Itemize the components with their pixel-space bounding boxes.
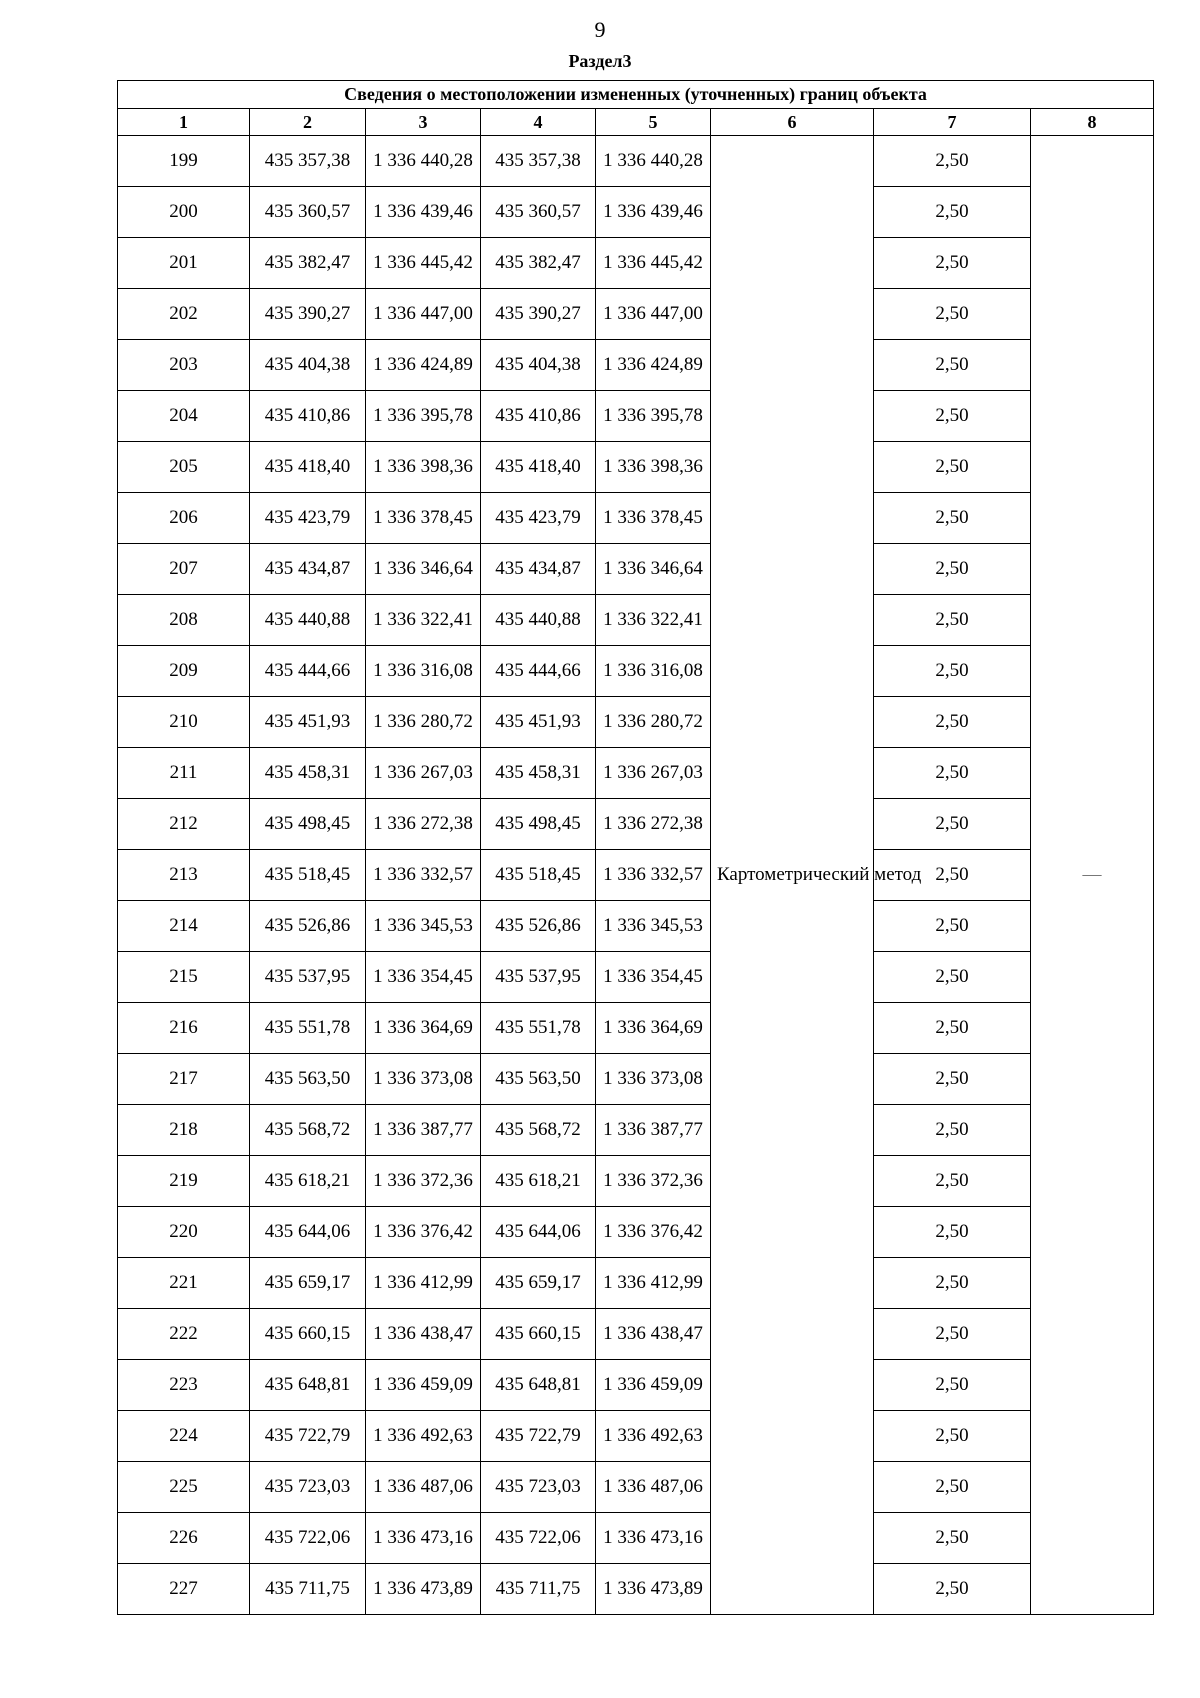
coord-y-existing-cell: 1 336 492,63 xyxy=(366,1411,481,1462)
coord-y-refined-cell: 1 336 438,47 xyxy=(596,1309,711,1360)
point-number-cell: 220 xyxy=(118,1207,250,1258)
point-number-cell: 219 xyxy=(118,1156,250,1207)
coord-y-existing-cell: 1 336 332,57 xyxy=(366,850,481,901)
coord-x-refined-cell: 435 382,47 xyxy=(481,238,596,289)
coord-x-refined-cell: 435 537,95 xyxy=(481,952,596,1003)
coord-y-refined-cell: 1 336 387,77 xyxy=(596,1105,711,1156)
method-cell xyxy=(711,136,922,1615)
coord-x-refined-cell: 435 644,06 xyxy=(481,1207,596,1258)
point-number-cell: 209 xyxy=(118,646,250,697)
coord-y-refined-cell: 1 336 459,09 xyxy=(596,1360,711,1411)
table-row xyxy=(118,697,1154,748)
point-number-cell: 210 xyxy=(118,697,250,748)
coord-y-refined-cell: 1 336 280,72 xyxy=(596,697,711,748)
table-row xyxy=(118,595,1154,646)
coordinates-table xyxy=(117,80,1154,1615)
method-text: Картометрический метод xyxy=(717,864,922,885)
coord-x-refined-cell: 435 444,66 xyxy=(481,646,596,697)
table-row xyxy=(118,238,1154,289)
coord-x-refined-cell: 435 434,87 xyxy=(481,544,596,595)
table-row xyxy=(118,952,1154,1003)
coord-y-refined-cell: 1 336 316,08 xyxy=(596,646,711,697)
coord-x-existing-cell: 435 722,79 xyxy=(250,1411,366,1462)
coord-x-refined-cell: 435 360,57 xyxy=(481,187,596,238)
table-row xyxy=(118,391,1154,442)
point-number-cell: 214 xyxy=(118,901,250,952)
point-number-cell: 215 xyxy=(118,952,250,1003)
coord-x-refined-cell: 435 618,21 xyxy=(481,1156,596,1207)
table-row xyxy=(118,1360,1154,1411)
table-row xyxy=(118,1054,1154,1105)
coord-y-existing-cell: 1 336 272,38 xyxy=(366,799,481,850)
coord-x-refined-cell: 435 440,88 xyxy=(481,595,596,646)
coord-x-existing-cell: 435 360,57 xyxy=(250,187,366,238)
coord-x-existing-cell: 435 423,79 xyxy=(250,493,366,544)
coord-x-refined-cell: 435 451,93 xyxy=(481,697,596,748)
coord-x-refined-cell: 435 568,72 xyxy=(481,1105,596,1156)
point-number-cell: 208 xyxy=(118,595,250,646)
table-row xyxy=(118,901,1154,952)
coord-y-existing-cell: 1 336 322,41 xyxy=(366,595,481,646)
table-row xyxy=(118,442,1154,493)
coord-x-existing-cell: 435 410,86 xyxy=(250,391,366,442)
accuracy-cell: 2,50 xyxy=(874,1564,1031,1615)
point-number-cell: 213 xyxy=(118,850,250,901)
coord-y-existing-cell: 1 336 267,03 xyxy=(366,748,481,799)
coord-y-existing-cell: 1 336 487,06 xyxy=(366,1462,481,1513)
coord-x-existing-cell: 435 458,31 xyxy=(250,748,366,799)
coord-x-refined-cell: 435 357,38 xyxy=(481,136,596,187)
table-row xyxy=(118,1462,1154,1513)
coord-y-refined-cell: 1 336 473,16 xyxy=(596,1513,711,1564)
point-number-cell: 225 xyxy=(118,1462,250,1513)
accuracy-cell: 2,50 xyxy=(874,595,1031,646)
point-number-cell: 227 xyxy=(118,1564,250,1615)
column-number-3: 3 xyxy=(366,109,481,136)
point-number-cell: 223 xyxy=(118,1360,250,1411)
accuracy-cell: 2,50 xyxy=(874,493,1031,544)
coord-x-existing-cell: 435 498,45 xyxy=(250,799,366,850)
coord-y-existing-cell: 1 336 316,08 xyxy=(366,646,481,697)
coord-y-refined-cell: 1 336 398,36 xyxy=(596,442,711,493)
column-number-7: 7 xyxy=(874,109,1031,136)
coord-x-refined-cell: 435 404,38 xyxy=(481,340,596,391)
coord-x-refined-cell: 435 423,79 xyxy=(481,493,596,544)
coord-x-existing-cell: 435 722,06 xyxy=(250,1513,366,1564)
table-row xyxy=(118,1156,1154,1207)
coord-y-refined-cell: 1 336 440,28 xyxy=(596,136,711,187)
column8-value-cell: — xyxy=(1031,136,1154,1615)
accuracy-cell: 2,50 xyxy=(874,1309,1031,1360)
coord-x-existing-cell: 435 660,15 xyxy=(250,1309,366,1360)
coord-x-refined-cell: 435 458,31 xyxy=(481,748,596,799)
table-row xyxy=(118,187,1154,238)
coord-x-refined-cell: 435 711,75 xyxy=(481,1564,596,1615)
point-number-cell: 199 xyxy=(118,136,250,187)
coord-x-refined-cell: 435 498,45 xyxy=(481,799,596,850)
accuracy-cell: 2,50 xyxy=(874,799,1031,850)
point-number-cell: 217 xyxy=(118,1054,250,1105)
accuracy-cell: 2,50 xyxy=(874,1513,1031,1564)
coord-y-existing-cell: 1 336 345,53 xyxy=(366,901,481,952)
coord-x-existing-cell: 435 618,21 xyxy=(250,1156,366,1207)
coord-x-existing-cell: 435 648,81 xyxy=(250,1360,366,1411)
coord-y-refined-cell: 1 336 447,00 xyxy=(596,289,711,340)
accuracy-cell: 2,50 xyxy=(874,289,1031,340)
coord-x-refined-cell: 435 551,78 xyxy=(481,1003,596,1054)
coord-y-refined-cell: 1 336 378,45 xyxy=(596,493,711,544)
accuracy-cell: 2,50 xyxy=(874,1207,1031,1258)
table-row xyxy=(118,544,1154,595)
coord-x-existing-cell: 435 451,93 xyxy=(250,697,366,748)
accuracy-cell: 2,50 xyxy=(874,901,1031,952)
section-title: Раздел3 xyxy=(568,51,632,71)
table-row xyxy=(118,1411,1154,1462)
coord-y-refined-cell: 1 336 395,78 xyxy=(596,391,711,442)
coord-y-existing-cell: 1 336 445,42 xyxy=(366,238,481,289)
coord-y-refined-cell: 1 336 267,03 xyxy=(596,748,711,799)
coord-y-existing-cell: 1 336 424,89 xyxy=(366,340,481,391)
point-number-cell: 216 xyxy=(118,1003,250,1054)
coord-x-existing-cell: 435 444,66 xyxy=(250,646,366,697)
coord-y-refined-cell: 1 336 492,63 xyxy=(596,1411,711,1462)
coord-y-existing-cell: 1 336 378,45 xyxy=(366,493,481,544)
coord-y-existing-cell: 1 336 354,45 xyxy=(366,952,481,1003)
coord-x-existing-cell: 435 390,27 xyxy=(250,289,366,340)
coord-y-existing-cell: 1 336 364,69 xyxy=(366,1003,481,1054)
point-number-cell: 226 xyxy=(118,1513,250,1564)
accuracy-cell: 2,50 xyxy=(874,646,1031,697)
coord-y-existing-cell: 1 336 372,36 xyxy=(366,1156,481,1207)
accuracy-cell: 2,50 xyxy=(874,952,1031,1003)
point-number-cell: 202 xyxy=(118,289,250,340)
coord-x-refined-cell: 435 390,27 xyxy=(481,289,596,340)
table-body xyxy=(118,136,1154,1615)
accuracy-cell: 2,50 xyxy=(874,748,1031,799)
column-number-row xyxy=(118,109,1154,136)
coord-x-existing-cell: 435 563,50 xyxy=(250,1054,366,1105)
coord-y-refined-cell: 1 336 345,53 xyxy=(596,901,711,952)
coord-x-existing-cell: 435 537,95 xyxy=(250,952,366,1003)
point-number-cell: 204 xyxy=(118,391,250,442)
coord-x-refined-cell: 435 648,81 xyxy=(481,1360,596,1411)
coord-x-refined-cell: 435 418,40 xyxy=(481,442,596,493)
accuracy-cell: 2,50 xyxy=(874,442,1031,493)
table-row xyxy=(118,1258,1154,1309)
column-number-6: 6 xyxy=(711,109,874,136)
accuracy-cell: 2,50 xyxy=(874,850,1031,901)
coord-x-refined-cell: 435 563,50 xyxy=(481,1054,596,1105)
coord-x-existing-cell: 435 382,47 xyxy=(250,238,366,289)
coord-y-refined-cell: 1 336 272,38 xyxy=(596,799,711,850)
table-row xyxy=(118,646,1154,697)
table-row xyxy=(118,289,1154,340)
accuracy-cell: 2,50 xyxy=(874,1156,1031,1207)
point-number-cell: 206 xyxy=(118,493,250,544)
table-row xyxy=(118,493,1154,544)
coord-x-existing-cell: 435 551,78 xyxy=(250,1003,366,1054)
table-row xyxy=(118,799,1154,850)
point-number-cell: 224 xyxy=(118,1411,250,1462)
coord-y-existing-cell: 1 336 398,36 xyxy=(366,442,481,493)
point-number-cell: 218 xyxy=(118,1105,250,1156)
accuracy-cell: 2,50 xyxy=(874,1258,1031,1309)
accuracy-cell: 2,50 xyxy=(874,1003,1031,1054)
accuracy-cell: 2,50 xyxy=(874,340,1031,391)
coord-y-refined-cell: 1 336 439,46 xyxy=(596,187,711,238)
coord-x-refined-cell: 435 410,86 xyxy=(481,391,596,442)
coord-y-refined-cell: 1 336 473,89 xyxy=(596,1564,711,1615)
point-number-cell: 212 xyxy=(118,799,250,850)
table-row xyxy=(118,1003,1154,1054)
coord-y-existing-cell: 1 336 395,78 xyxy=(366,391,481,442)
coord-x-existing-cell: 435 723,03 xyxy=(250,1462,366,1513)
point-number-cell: 211 xyxy=(118,748,250,799)
coord-x-refined-cell: 435 518,45 xyxy=(481,850,596,901)
coord-y-refined-cell: 1 336 412,99 xyxy=(596,1258,711,1309)
table-row xyxy=(118,1105,1154,1156)
coord-x-refined-cell: 435 722,79 xyxy=(481,1411,596,1462)
point-number-cell: 203 xyxy=(118,340,250,391)
accuracy-cell: 2,50 xyxy=(874,1360,1031,1411)
coord-y-refined-cell: 1 336 376,42 xyxy=(596,1207,711,1258)
point-number-cell: 221 xyxy=(118,1258,250,1309)
accuracy-cell: 2,50 xyxy=(874,544,1031,595)
accuracy-cell: 2,50 xyxy=(874,1462,1031,1513)
coord-x-existing-cell: 435 711,75 xyxy=(250,1564,366,1615)
coord-y-refined-cell: 1 336 364,69 xyxy=(596,1003,711,1054)
coord-x-refined-cell: 435 659,17 xyxy=(481,1258,596,1309)
point-number-cell: 201 xyxy=(118,238,250,289)
coord-x-existing-cell: 435 526,86 xyxy=(250,901,366,952)
coord-y-refined-cell: 1 336 373,08 xyxy=(596,1054,711,1105)
coord-y-existing-cell: 1 336 373,08 xyxy=(366,1054,481,1105)
column-number-5: 5 xyxy=(596,109,711,136)
coord-x-existing-cell: 435 518,45 xyxy=(250,850,366,901)
coord-y-existing-cell: 1 336 440,28 xyxy=(366,136,481,187)
coord-y-refined-cell: 1 336 354,45 xyxy=(596,952,711,1003)
coord-x-existing-cell: 435 644,06 xyxy=(250,1207,366,1258)
table-row xyxy=(118,1309,1154,1360)
coord-x-refined-cell: 435 526,86 xyxy=(481,901,596,952)
table-row xyxy=(118,748,1154,799)
coord-y-refined-cell: 1 336 332,57 xyxy=(596,850,711,901)
coord-x-existing-cell: 435 404,38 xyxy=(250,340,366,391)
coord-x-existing-cell: 435 434,87 xyxy=(250,544,366,595)
coord-y-refined-cell: 1 336 424,89 xyxy=(596,340,711,391)
coord-x-refined-cell: 435 723,03 xyxy=(481,1462,596,1513)
table-row xyxy=(118,1564,1154,1615)
table-row xyxy=(118,1207,1154,1258)
coord-x-refined-cell: 435 660,15 xyxy=(481,1309,596,1360)
coord-x-existing-cell: 435 357,38 xyxy=(250,136,366,187)
point-number-cell: 222 xyxy=(118,1309,250,1360)
coord-y-existing-cell: 1 336 438,47 xyxy=(366,1309,481,1360)
accuracy-cell: 2,50 xyxy=(874,1411,1031,1462)
coord-y-existing-cell: 1 336 439,46 xyxy=(366,187,481,238)
coord-y-refined-cell: 1 336 445,42 xyxy=(596,238,711,289)
accuracy-cell: 2,50 xyxy=(874,1105,1031,1156)
column-number-1: 1 xyxy=(118,109,250,136)
coord-y-refined-cell: 1 336 346,64 xyxy=(596,544,711,595)
accuracy-cell: 2,50 xyxy=(874,391,1031,442)
accuracy-cell: 2,50 xyxy=(874,697,1031,748)
coord-x-refined-cell: 435 722,06 xyxy=(481,1513,596,1564)
coord-y-existing-cell: 1 336 473,16 xyxy=(366,1513,481,1564)
column-number-4: 4 xyxy=(481,109,596,136)
accuracy-cell: 2,50 xyxy=(874,1054,1031,1105)
accuracy-cell: 2,50 xyxy=(874,136,1031,187)
coord-x-existing-cell: 435 659,17 xyxy=(250,1258,366,1309)
coord-y-existing-cell: 1 336 280,72 xyxy=(366,697,481,748)
coord-y-existing-cell: 1 336 447,00 xyxy=(366,289,481,340)
accuracy-cell: 2,50 xyxy=(874,238,1031,289)
coord-y-existing-cell: 1 336 346,64 xyxy=(366,544,481,595)
table-row xyxy=(118,340,1154,391)
point-number-cell: 200 xyxy=(118,187,250,238)
coord-y-refined-cell: 1 336 487,06 xyxy=(596,1462,711,1513)
point-number-cell: 205 xyxy=(118,442,250,493)
coord-x-existing-cell: 435 440,88 xyxy=(250,595,366,646)
table-row xyxy=(118,850,1154,901)
coord-y-existing-cell: 1 336 412,99 xyxy=(366,1258,481,1309)
point-number-cell: 207 xyxy=(118,544,250,595)
coord-y-existing-cell: 1 336 376,42 xyxy=(366,1207,481,1258)
table-caption: Сведения о местоположении измененных (уточненных) границ объекта xyxy=(118,81,1154,109)
column-number-2: 2 xyxy=(250,109,366,136)
coord-y-existing-cell: 1 336 459,09 xyxy=(366,1360,481,1411)
coord-y-refined-cell: 1 336 322,41 xyxy=(596,595,711,646)
accuracy-cell: 2,50 xyxy=(874,187,1031,238)
column-number-8: 8 xyxy=(1031,109,1154,136)
coord-y-refined-cell: 1 336 372,36 xyxy=(596,1156,711,1207)
page-number: 9 xyxy=(594,17,606,42)
coord-x-existing-cell: 435 568,72 xyxy=(250,1105,366,1156)
coord-y-existing-cell: 1 336 387,77 xyxy=(366,1105,481,1156)
coord-y-existing-cell: 1 336 473,89 xyxy=(366,1564,481,1615)
coord-x-existing-cell: 435 418,40 xyxy=(250,442,366,493)
table-row xyxy=(118,1513,1154,1564)
table-row xyxy=(118,136,1154,187)
